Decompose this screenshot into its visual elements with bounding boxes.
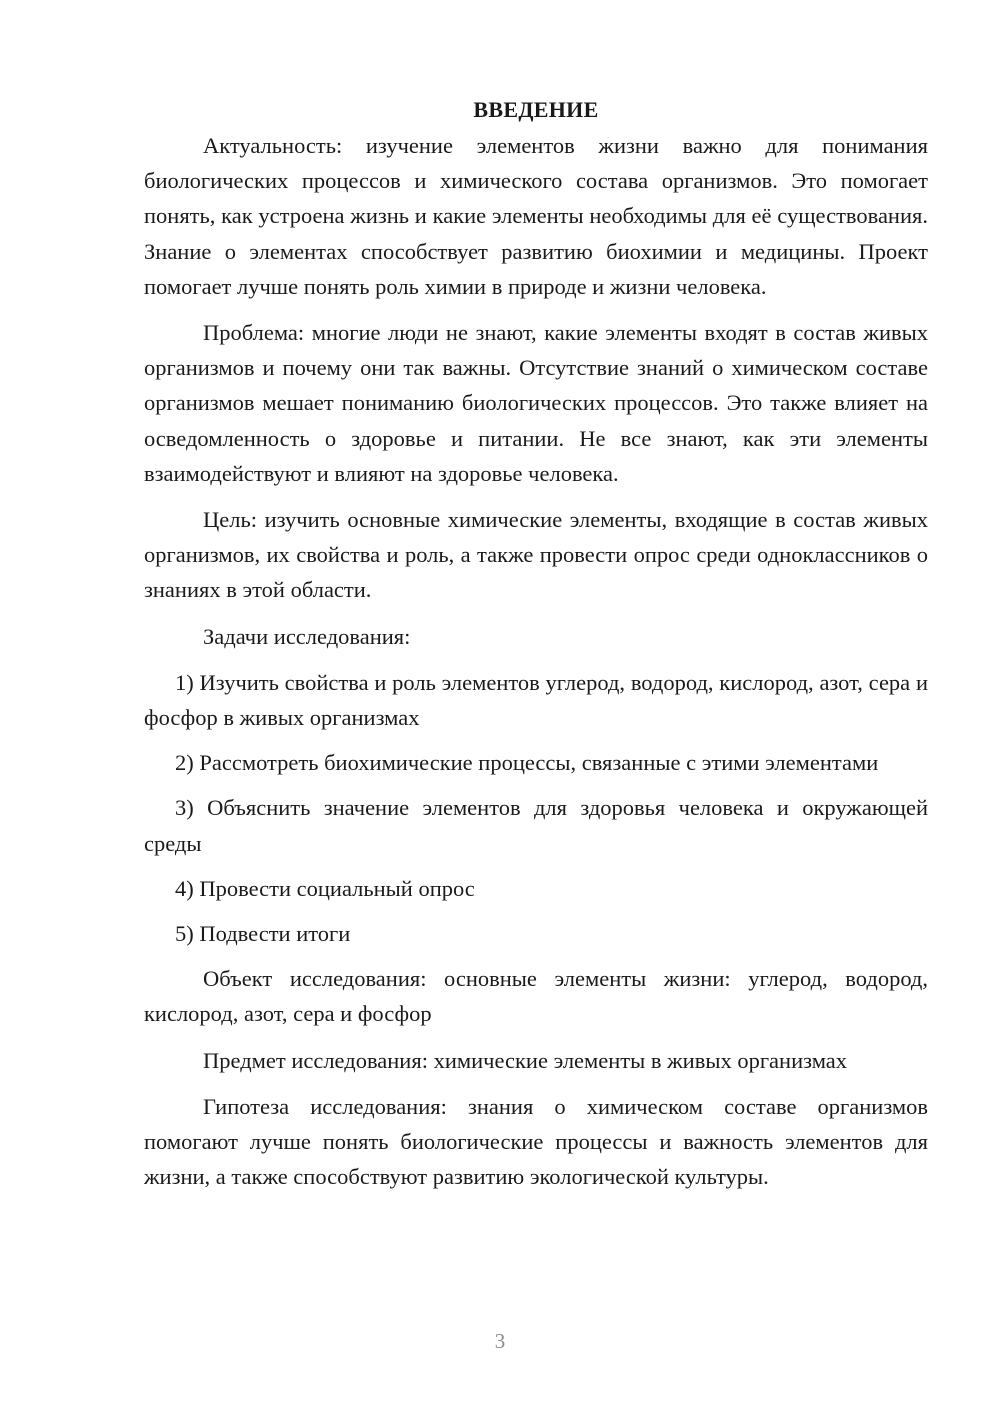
page-content (144, 90, 928, 1194)
problem-paragraph: Проблема: многие люди не знают, какие элементы входят в состав живых организмов и почему они так важны. Отсутствие знаний о химическом составе организмов мешает пониманию биологических процессов. Это также влияет на осведомленность о здоровье и питании. Не все знают, как эти элементы взаимодействуют и влияют на здоровье человека. (144, 320, 928, 486)
page-number: 3 (494, 1329, 506, 1353)
task-item-4: 4) Провести социальный опрос (175, 875, 475, 901)
task-item-2: 2) Рассмотреть биохимические процессы, связанные с этими элементами (175, 750, 879, 776)
task-item-3: 3) Объяснить значение элементов для здоровья человека и окружающей среды (144, 795, 928, 856)
relevance-paragraph: Актуальность: изучение элементов жизни важно для понимания биологических процессов и химического состава организмов. Это помогает понять, как устроена жизнь и какие элементы необходимы для её существования. Знание о элементах способствует развитию биохимии и медицины. Проект помогает лучше понять роль химии в природе и жизни человека. (144, 133, 928, 299)
goal-paragraph: Цель: изучить основные химические элементы, входящие в состав живых организмов, их свойства и роль, а также провести опрос среди одноклассников о знаниях в этой области. (144, 507, 928, 603)
subject-paragraph: Предмет исследования: химические элементы в живых организмах (203, 1047, 848, 1073)
task-item-1: 1) Изучить свойства и роль элементов углерод, водород, кислород, азот, сера и фосфор в живых организмах (144, 669, 928, 731)
task-item-5: 5) Подвести итоги (175, 921, 351, 947)
object-paragraph: Объект исследования: основные элементы жизни: углерод, водород, кислород, азот, сера и фосфор (144, 966, 928, 1027)
section-heading: ВВЕДЕНИЕ (473, 97, 599, 122)
tasks-heading: Задачи исследования: (203, 623, 411, 649)
hypothesis-paragraph: Гипотеза исследования: знания о химическом составе организмов помогают лучше понять биологические процессы и важность элементов для жизни, а также способствуют развитию экологической культуры. (144, 1093, 928, 1190)
